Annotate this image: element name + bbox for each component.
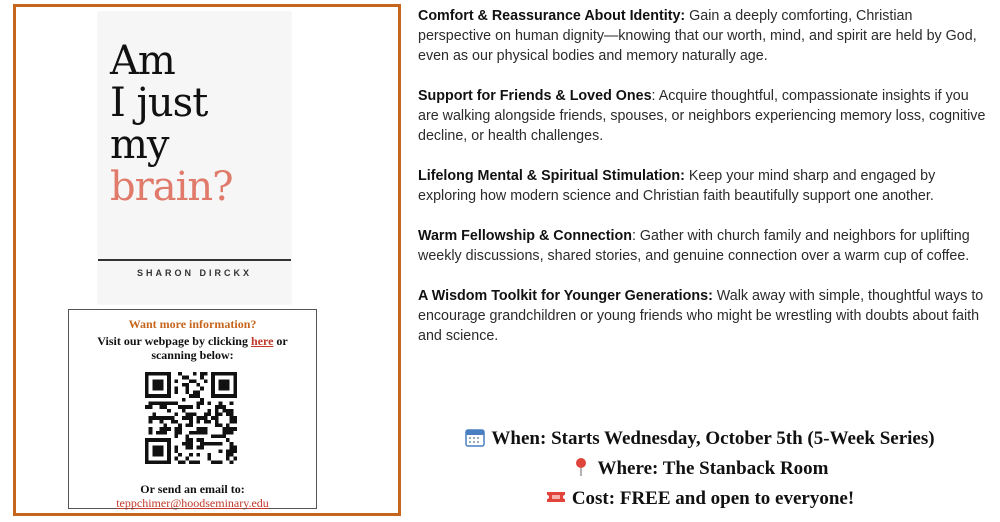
book-author: SHARON DIRCKX — [136, 268, 252, 278]
calendar-icon — [465, 427, 485, 447]
book-title-line-3: my — [110, 122, 169, 168]
event-when — [410, 424, 990, 454]
benefit-title: Support for Friends & Loved Ones — [418, 88, 652, 104]
book-title-line-2: I just — [110, 80, 208, 126]
benefit-title: Comfort & Reassurance About Identity: — [418, 8, 686, 24]
book-title-line-4 — [110, 166, 233, 208]
book-title — [110, 40, 233, 208]
visit-text-end: or scanning below: — [151, 334, 288, 362]
benefit-item — [418, 86, 988, 146]
benefit-text: Gain a deeply comforting, Christian perspective on human dignity—knowing that our worth, mind, and spirit are held by God, even as our physical bodies and memory naturally age. — [418, 8, 977, 64]
location-pin-icon — [571, 457, 591, 477]
benefit-text: : Acquire thoughtful, compassionate insights if you are walking alongside friends, spouses, or neighbors experiencing memory loss, cognitive decline, or health challenges. — [418, 88, 986, 144]
event-details — [410, 424, 990, 514]
info-visit-text — [77, 334, 308, 362]
event-cost — [410, 484, 990, 514]
benefits-list — [418, 6, 988, 366]
benefit-text: Walk away with simple, thoughtful ways to encourage grandchildren or young friends who might be wrestling with doubts about faith and science. — [418, 288, 984, 344]
event-cost-text: Cost: FREE and open to everyone! — [571, 488, 855, 509]
left-panel — [13, 4, 401, 516]
benefit-text: Keep your mind sharp and engaged by exploring how modern science and Christian faith beautifully support one another. — [418, 168, 936, 204]
email-label: Or send an email to: — [140, 482, 245, 496]
cover-divider — [98, 259, 291, 261]
info-heading: Want more information? — [128, 317, 257, 331]
book-title-brain-start: br — [110, 164, 153, 210]
event-where — [410, 454, 990, 484]
benefit-item — [418, 6, 988, 66]
benefit-item — [418, 226, 988, 266]
book-title-line-1: Am — [110, 38, 175, 84]
event-where-text: Where: The Stanback Room — [597, 458, 829, 479]
info-box — [68, 309, 317, 509]
benefit-item — [418, 166, 988, 206]
benefit-title: A Wisdom Toolkit for Younger Generations: — [418, 288, 713, 304]
book-cover — [98, 12, 291, 304]
qr-code-icon[interactable] — [145, 372, 237, 464]
webpage-link[interactable]: here — [250, 334, 274, 348]
benefit-item — [418, 286, 988, 346]
book-title-brain-end: n? — [187, 164, 233, 210]
ticket-icon — [546, 487, 566, 507]
benefit-title: Warm Fellowship & Connection — [418, 228, 632, 244]
benefit-title: Lifelong Mental & Spiritual Stimulation: — [418, 168, 685, 184]
email-link[interactable]: teppchimer@hoodseminary.edu — [116, 496, 269, 510]
visit-text-start: Visit our webpage by clicking — [97, 334, 251, 348]
benefit-text: : Gather with church family and neighbors for uplifting weekly discussions, shared stories, and genuine connection over a warm cup of coffee. — [418, 228, 970, 264]
book-title-brain-mid: ai — [152, 164, 188, 210]
event-when-text: When: Starts Wednesday, October 5th (5-Week Series) — [491, 428, 935, 449]
